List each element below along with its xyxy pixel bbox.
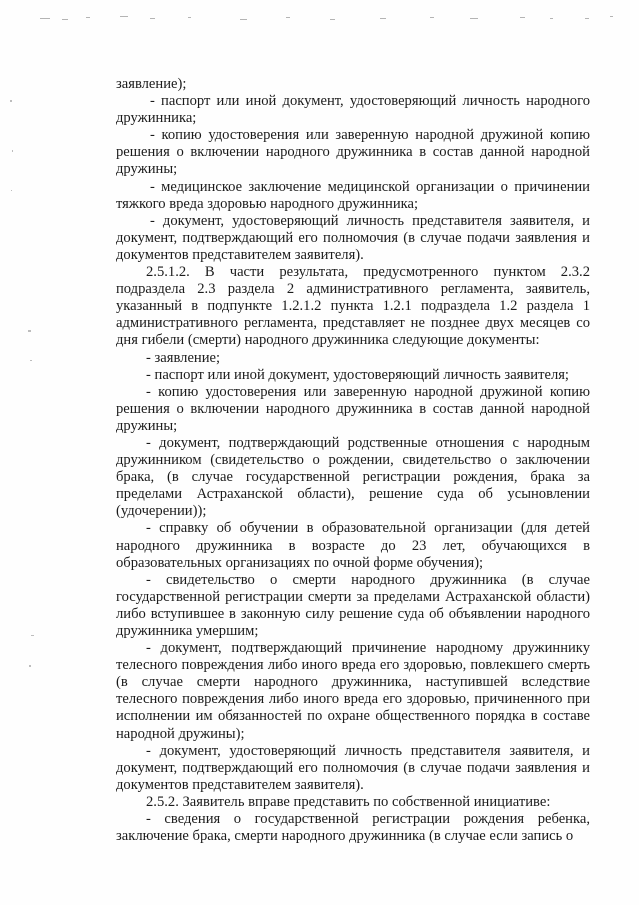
paragraph: - сведения о государственной регистрации рождения ребенка, заключение брака, смерти народного дружинника (в случае если запись о (116, 811, 590, 845)
paragraph: - копию удостоверения или заверенную народной дружиной копию решения о включении народного дружинника в состав данной народной дружины; (116, 127, 590, 178)
paragraph: - справку об обучении в образовательной организации (для детей народного дружинника в возрасте до 23 лет, обучающихся в образовательных организациях по очной форме обучения); (116, 520, 590, 571)
document-body (116, 76, 590, 845)
paragraph: - документ, подтверждающий причинение народному дружиннику телесного повреждения либо иного вреда его здоровью, повлекшего смерть (в случае смерти народного дружинника, наступившей вследствие телесного повреждения либо иного вреда его здоровью, причиненного при исполнении им обязанностей по охране общественного порядка в составе народной дружины); (116, 640, 590, 742)
paragraph: - документ, подтверждающий родственные отношения с народным дружинником (свидетельство о рождении, свидетельство о заключении брака, (в случае государственной регистрации рождения, брака за пределами Астраханской области), решение суда об усыновлении (удочерении)); (116, 434, 590, 520)
paragraph: - паспорт или иной документ, удостоверяющий личность народного дружинника; (116, 93, 590, 127)
paragraph: - документ, удостоверяющий личность представителя заявителя, и документ, подтверждающий его полномочия (в случае подачи заявления и документов представителем заявителя). (116, 212, 590, 263)
paragraph: 2.5.2. Заявитель вправе представить по собственной инициативе: (146, 793, 551, 810)
paragraph: - копию удостоверения или заверенную народной дружиной копию решения о включении народного дружинника в состав данной народной дружины; (116, 383, 590, 434)
paragraph: 2.5.1.2. В части результата, предусмотренного пунктом 2.3.2 подраздела 2.3 раздела 2 административного регламента, заявитель, указанный в подпункте 1.2.1.2 пункта 1.2.1 подраздела 1.2 раздела 1 административного регламента, представляет не позднее двух месяцев со дня гибели (смерти) народного дружинника следующие документы: (116, 264, 590, 349)
paragraph: - паспорт или иной документ, удостоверяющий личность заявителя; (146, 366, 569, 383)
paragraph: заявление); (116, 76, 187, 92)
paragraph: - медицинское заключение медицинской организации о причинении тяжкого вреда здоровью народного дружинника; (116, 178, 590, 212)
paragraph: - свидетельство о смерти народного дружинника (в случае государственной регистрации смерти за пределами Астраханской области) либо вступившее в законную силу решение суда об объявлении народного дружинника умершим; (116, 571, 590, 639)
paragraph: - документ, удостоверяющий личность представителя заявителя, и документ, подтверждающий его полномочия (в случае подачи заявления и документов представителем заявителя). (116, 742, 590, 793)
paragraph: - заявление; (146, 349, 221, 366)
